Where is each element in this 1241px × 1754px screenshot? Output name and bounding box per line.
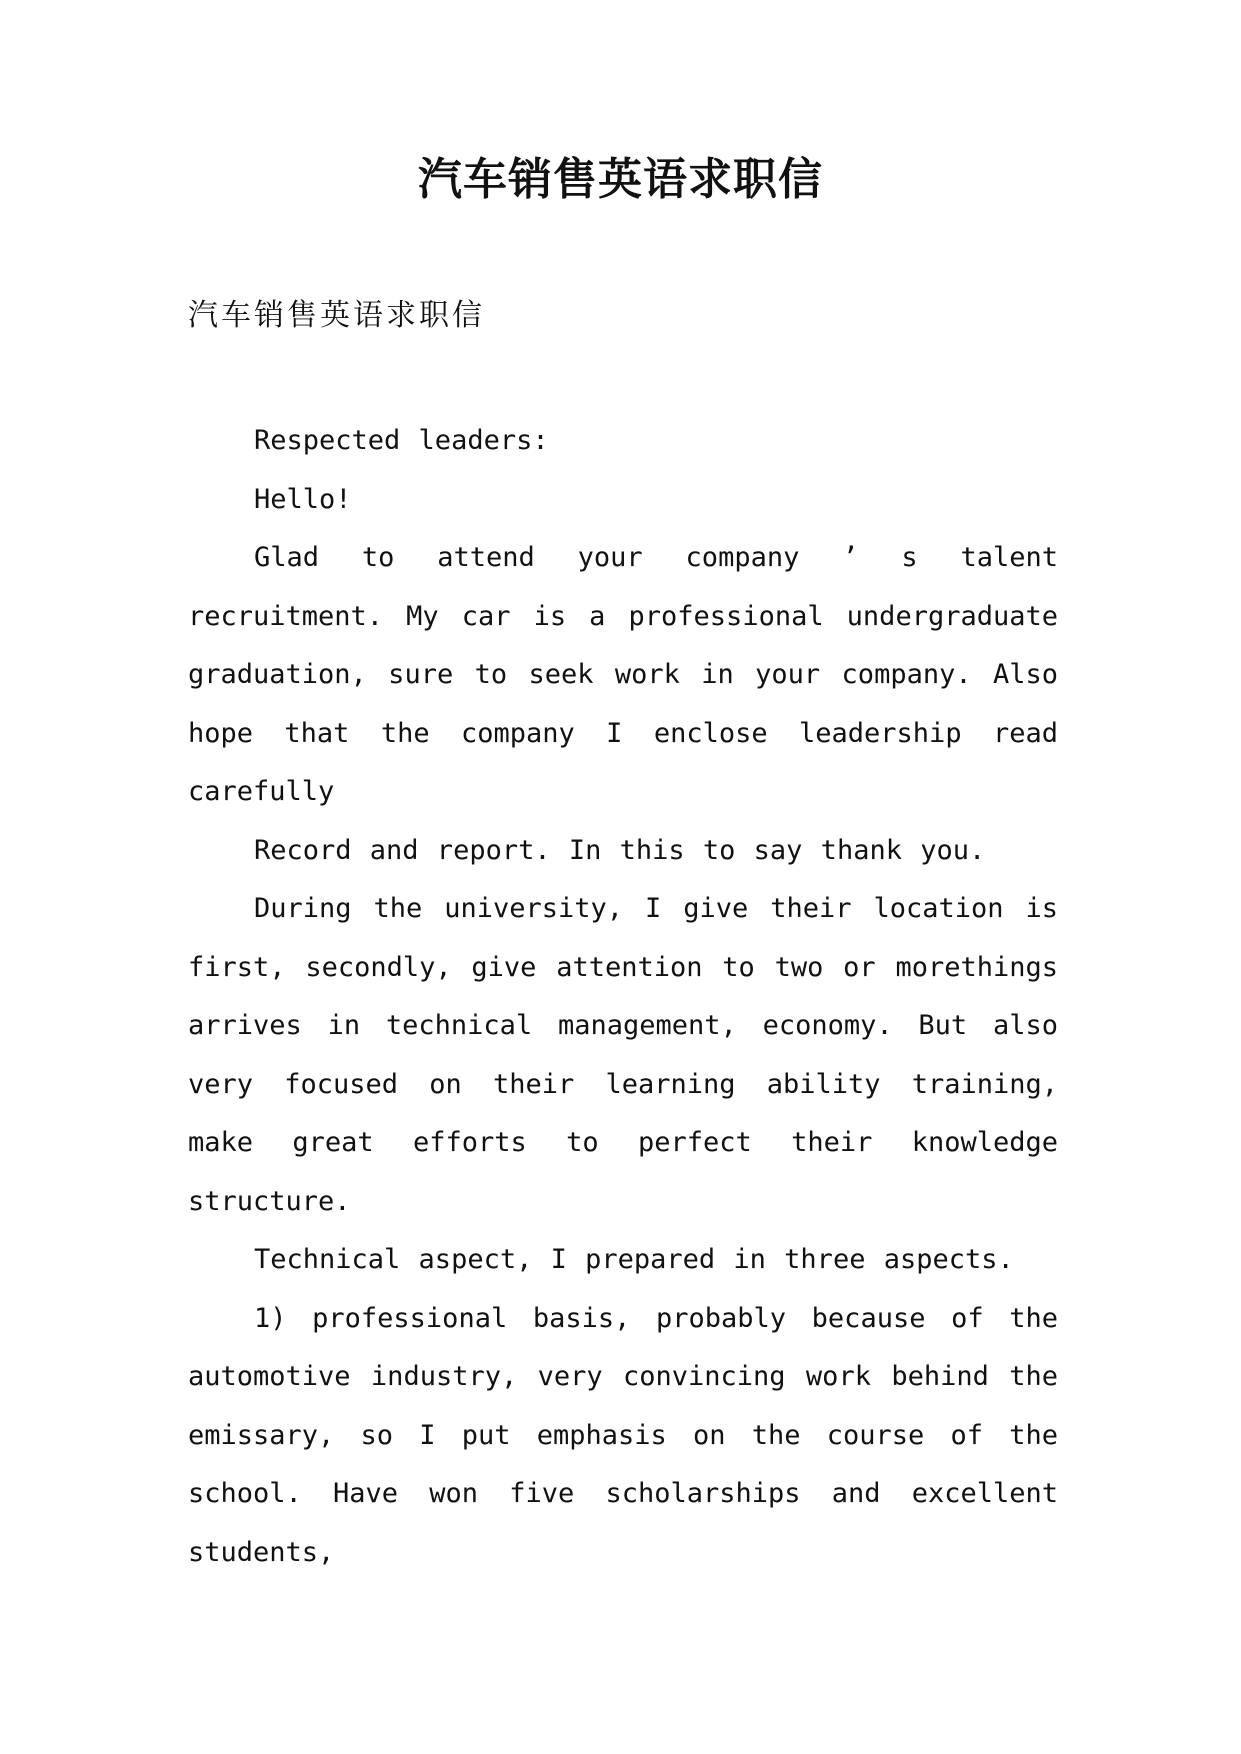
letter-body <box>188 412 1058 1582</box>
salutation: Respected leaders: <box>254 425 549 456</box>
document-title: 汽车销售英语求职信 <box>418 154 823 205</box>
paragraph-intro: Glad to attend your company ’ s talent recruitment. My car is a professional undergraduate graduation, sure to seek work in your company. Also hope that the company I enclose leadership read carefully <box>188 542 1058 807</box>
paragraph-university: During the university, I give their location is first, secondly, give attention to two or morethings arrives in technical management, economy. But also very focused on their learning ability training, make great efforts to perfect their knowledge structure. <box>188 893 1058 1217</box>
document-subtitle: 汽车销售英语求职信 <box>188 298 485 333</box>
paragraph-thanks: Record and report. In this to say thank you. <box>254 834 986 866</box>
greeting: Hello! <box>254 483 352 515</box>
paragraph-technical: Technical aspect, I prepared in three aspects. <box>254 1244 1014 1275</box>
paragraph-professional-basis: 1) professional basis, probably because of the automotive industry, very convincing work behind the emissary, so I put emphasis on the course of the school. Have won five scholarships and excellent students, <box>188 1302 1058 1568</box>
